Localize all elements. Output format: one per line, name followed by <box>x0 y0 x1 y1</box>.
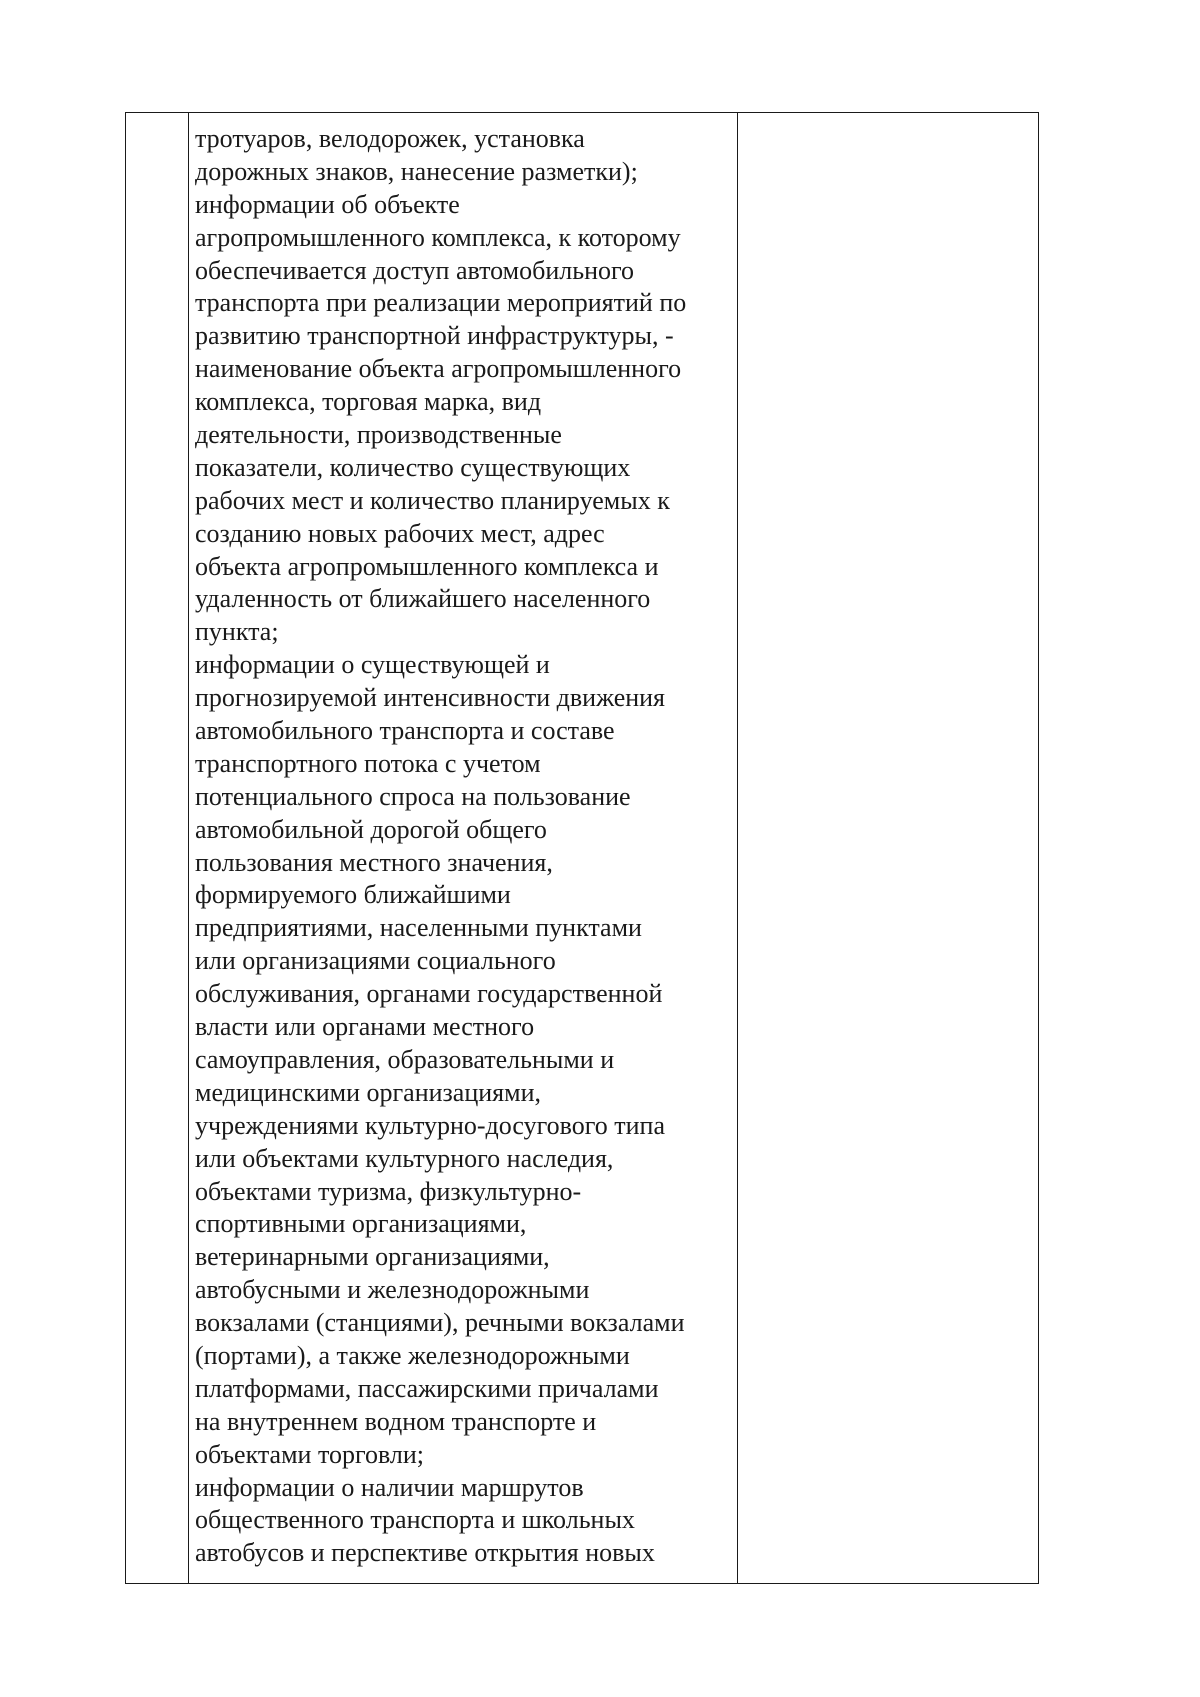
text-line: или организациями социального <box>195 946 556 976</box>
text-line: информации о существующей и <box>195 650 550 680</box>
text-line: объектами торговли; <box>195 1439 425 1469</box>
text-line: пользования местного значения, <box>195 847 553 877</box>
text-line: автобусов и перспективе открытия новых <box>195 1538 655 1568</box>
text-line: (портами), а также железнодорожными <box>195 1340 630 1370</box>
text-line: автомобильной дорогой общего <box>195 814 547 844</box>
text-line: платформами, пассажирскими причалами <box>195 1373 659 1403</box>
text-block <box>189 113 737 1570</box>
text-line: рабочих мест и количество планируемых к <box>195 485 670 515</box>
text-line: объекта агропромышленного комплекса и <box>195 551 659 581</box>
text-line: тротуаров, велодорожек, установка <box>195 124 585 153</box>
text-line: вокзалами (станциями), речными вокзалами <box>195 1308 685 1338</box>
text-line: показатели, количество существующих <box>195 452 631 482</box>
text-line: потенциального спроса на пользование <box>195 781 631 811</box>
text-line: наименование объекта агропромышленного <box>195 354 682 384</box>
text-line: автомобильного транспорта и составе <box>195 716 615 746</box>
text-line: дорожных знаков, нанесение разметки); <box>195 156 638 186</box>
text-line: удаленность от ближайшего населенного <box>195 584 651 614</box>
text-line: комплекса, торговая марка, вид <box>195 387 542 417</box>
text-line: медицинскими организациями, <box>195 1077 541 1107</box>
text-line: формируемого ближайшими <box>195 880 511 910</box>
text-line: обеспечивается доступ автомобильного <box>195 255 635 285</box>
text-line: транспорта при реализации мероприятий по <box>195 288 687 318</box>
table-row <box>126 113 1039 1584</box>
number-cell <box>126 113 189 1584</box>
note-cell <box>738 113 1039 1584</box>
text-line: общественного транспорта и школьных <box>195 1505 635 1535</box>
text-line: ветеринарными организациями, <box>195 1242 550 1272</box>
document-table <box>125 112 1039 1584</box>
text-line: развитию транспортной инфраструктуры, - <box>195 321 674 351</box>
text-line: деятельности, производственные <box>195 420 562 450</box>
text-line: пункта; <box>195 617 279 647</box>
text-line: прогнозируемой интенсивности движения <box>195 683 666 713</box>
text-line: автобусными и железнодорожными <box>195 1275 590 1305</box>
text-line: учреждениями культурно-досугового типа <box>195 1110 665 1140</box>
text-line: на внутреннем водном транспорте и <box>195 1406 597 1436</box>
text-line: объектами туризма, физкультурно- <box>195 1176 582 1206</box>
text-line: или объектами культурного наследия, <box>195 1143 614 1173</box>
text-line: созданию новых рабочих мест, адрес <box>195 518 605 548</box>
text-line: спортивными организациями, <box>195 1209 527 1239</box>
text-line: агропромышленного комплекса, к которому <box>195 222 681 252</box>
text-line: транспортного потока с учетом <box>195 748 541 778</box>
text-cell <box>189 113 738 1584</box>
text-line: обслуживания, органами государственной <box>195 979 663 1009</box>
text-line: предприятиями, населенными пунктами <box>195 913 642 943</box>
text-line: власти или органами местного <box>195 1012 535 1042</box>
text-line: самоуправления, образовательными и <box>195 1044 615 1074</box>
text-line: информации о наличии маршрутов <box>195 1472 584 1502</box>
text-line: информации об объекте <box>195 189 460 219</box>
